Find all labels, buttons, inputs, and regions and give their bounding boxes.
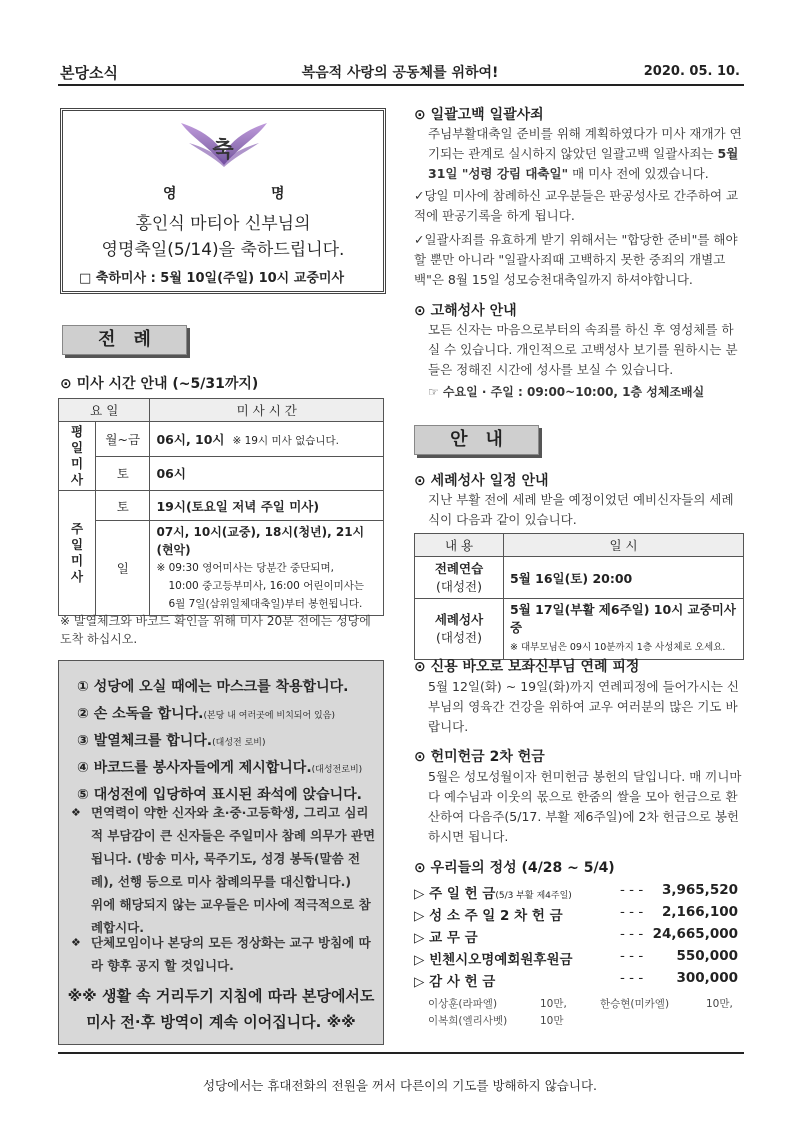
- general-confession-check-1: ✓당일 미사에 참례하신 교우분들은 판공성사로 간주하여 교적에 판공기록을 하게 됩니다.: [414, 188, 739, 223]
- donor-amount: 10만,: [540, 998, 567, 1010]
- page-motto: 복음적 사랑의 공동체를 위하여!: [301, 65, 499, 81]
- footer-divider: [58, 1052, 744, 1054]
- general-confession-check-2: ✓일괄사죄를 유효하게 받기 위해서는 "합당한 준비"를 해야 할 뿐만 아니라 "일괄사죄때 고백하지 못한 중죄의 개별고백"은 8월 15일 성모승천대축일까지 하셔야합니다.: [414, 232, 738, 287]
- rehearsal-label: 전례연습: [434, 560, 484, 576]
- mass-schedule-table: [58, 398, 384, 616]
- offering-amount: 24,665,000: [652, 926, 738, 942]
- weekday-days: 월~금: [96, 422, 150, 457]
- thanks-donor-1: [428, 996, 497, 1011]
- offering-row: [414, 904, 744, 924]
- guideline-2-note: (본당 내 여러곳에 비치되어 있음): [203, 711, 335, 721]
- offering-name: ▷ 성 소 주 일 2 차 헌 금: [414, 908, 563, 924]
- confession-title: ⊙ 고해성사 안내: [414, 303, 517, 319]
- baptism-col-datetime: 일 시: [504, 534, 744, 557]
- offering-name: ▷ 빈첸시오명예회원후원금: [414, 952, 573, 968]
- offering-dash: - - -: [620, 948, 644, 964]
- offering-name: ▷ 주 일 헌 금: [414, 886, 496, 902]
- offering-row: [414, 948, 744, 968]
- guideline-3-note: (대성전 로비): [212, 738, 266, 748]
- offering-row: [414, 926, 744, 946]
- notice-section-header: 안내: [414, 425, 539, 455]
- confession-time: ☞ 수요일 · 주일 : 09:00~10:00, 1층 성체조배실: [428, 385, 705, 399]
- weekday-times: 06시, 10시: [156, 431, 225, 447]
- donor-amount: 10만: [540, 1015, 564, 1027]
- weekday-sat: 토: [96, 456, 150, 491]
- confession-body: 모든 신자는 마음으로부터의 속죄를 하신 후 영성체를 하실 수 있습니다. 개인적으로 고백성사 보기를 원하시는 분들은 정해진 시간에 성사를 보실 수 있습니다.: [428, 322, 738, 377]
- guideline-4: ④ 바코드를 봉사자들에게 제시합니다.: [77, 760, 312, 776]
- final-notice-line-1: ※※ 생활 속 거리두기 지침에 따라 본당에서도: [67, 987, 375, 1005]
- guideline-3: ③ 발열체크를 합니다.: [77, 733, 213, 749]
- general-confession-body: [428, 124, 744, 184]
- weekday-note: ※ 19시 미사 없습니다.: [232, 434, 339, 447]
- final-notice-line-2: 미사 전·후 방역이 계속 이어집니다. ※※: [86, 1013, 356, 1031]
- participation-note: 위에 해당되지 않는 교우들은 미사에 적극적으로 참례합시다.: [91, 897, 371, 935]
- celebration-mass: □ 축하미사 : 5월 10일(주일) 10시 교중미사: [79, 271, 345, 286]
- group-meeting-note: 단체모임이나 본당의 모든 정상화는 교구 방침에 따라 향후 공지 할 것입니다.: [91, 935, 371, 973]
- baptism-place: (대성전): [436, 630, 482, 645]
- offering-dash: - - -: [620, 882, 644, 898]
- covid-guidelines-box: [58, 660, 384, 1045]
- header-divider: [58, 84, 744, 86]
- baptism-title: ⊙ 세례성사 일정 안내: [414, 473, 549, 489]
- retreat-body: 5월 12일(화) ~ 19일(화)까지 연례피정에 들어가시는 신부님의 영육간 건강을 위하여 교우 여러분의 많은 기도 바랍니다.: [428, 679, 739, 734]
- offering-amount: 550,000: [676, 948, 738, 964]
- footer-notice: 성당에서는 휴대전화의 전원을 꺼서 다른이의 기도를 방해하지 않습니다.: [202, 1078, 598, 1093]
- section-label: 본당소식: [60, 64, 118, 82]
- col-day: 요 일: [59, 399, 150, 422]
- celebration-line-2: 영명축일(5/14)을 축하드립니다.: [101, 240, 345, 260]
- offering-dash: - - -: [620, 970, 644, 986]
- baptism-table: [414, 533, 744, 660]
- guideline-4-note: (대성전로비): [311, 765, 363, 775]
- fever-check-note: ※ 발열체크와 바코드 확인을 위해 미사 20분 전에는 성당에 도착 하십시오.: [60, 614, 371, 646]
- donor-name: 한승현(미카엘): [600, 998, 670, 1010]
- guideline-1: ① 성당에 오실 때에는 마스크를 착용합니다.: [77, 679, 349, 695]
- offering-amount: 300,000: [676, 970, 738, 986]
- general-confession-title: ⊙ 일괄고백 일괄사죄: [414, 107, 544, 123]
- dispensation-note: 면역력이 약한 신자와 초·중·고등학생, 그리고 심리적 부담감이 큰 신자들은 주일미사 참례 의무가 관면됩니다. (방송 미사, 묵주기도, 성경 봉독(말씀 전례), 선행 등으로 미사 참례의무를 대신합니다.): [91, 805, 376, 889]
- donor-name: 이상훈(라파엘): [428, 998, 498, 1010]
- offering-amount: 2,166,100: [661, 904, 738, 920]
- offering-row: [414, 970, 744, 990]
- offering-name: ▷ 감 사 헌 금: [414, 974, 496, 990]
- general-confession-text-2: 매 미사 전에 있겠습니다.: [572, 166, 709, 181]
- diamond-bullet-icon: ❖: [71, 806, 81, 819]
- offering-amount: 3,965,520: [661, 882, 738, 898]
- celebration-line-1: 홍인식 마티아 신부님의: [135, 214, 311, 234]
- sunday-sat-time: 19시(토요일 저녁 주일 미사): [150, 491, 384, 521]
- sunday-note-1: ※ 09:30 영어미사는 당분간 중단되며,: [156, 562, 334, 574]
- baptism-col-content: 내 용: [415, 534, 504, 557]
- guideline-2: ② 손 소독을 합니다.: [77, 706, 204, 722]
- title-char-1: 영: [163, 186, 177, 202]
- baptism-label: 세례성사: [434, 612, 484, 627]
- general-confession-text: 주님부활대축일 준비를 위해 계획하였다가 미사 재개가 연기되는 관계로 실시하지 않았던 일괄고백 일괄사죄는: [428, 126, 742, 161]
- general-confession-date: 5월 31일 "성령 강림 대축일": [428, 146, 739, 181]
- donor-name: 이복희(엘리사벳): [428, 1015, 508, 1027]
- guideline-5: ⑤ 대성전에 입당하여 표시된 좌석에 앉습니다.: [77, 787, 362, 803]
- sunday-mass-label: 주일 미사: [59, 491, 96, 616]
- offering-dash: - - -: [620, 904, 644, 920]
- rice-offering-body: 5월은 성모성월이자 헌미헌금 봉헌의 달입니다. 매 끼니마다 예수님과 이웃의 몫으로 한줌의 쌀을 모아 헌금으로 환산하여 다음주(5/17. 부활 제6주일)에 2차 헌금으로 봉헌 하시면 됩니다.: [428, 769, 742, 844]
- mass-schedule-title: ⊙ 미사 시간 안내 (~5/31까지): [60, 376, 259, 392]
- weekday-sat-time: 06시: [150, 456, 384, 491]
- sunday-note-3: 6월 7일(삼위일체대축일)부터 봉헌됩니다.: [168, 598, 363, 610]
- offering-dash: - - -: [620, 926, 644, 942]
- donor-amount: 10만,: [706, 998, 733, 1010]
- liturgy-section-header: 전례: [62, 325, 187, 355]
- sunday-day: 일: [96, 521, 150, 616]
- retreat-title: ⊙ 신용 바오로 보좌신부님 연례 피정: [414, 659, 640, 675]
- rehearsal-place: (대성전): [436, 578, 482, 594]
- offerings-title: ⊙ 우리들의 정성 (4/28 ~ 5/4): [414, 860, 615, 876]
- baptism-body: 지난 부활 전에 세례 받을 예정이었던 예비신자들의 세례식이 다음과 같이 있습니다.: [428, 492, 734, 527]
- diamond-bullet-icon: ❖: [71, 936, 81, 949]
- feast-celebration-box: [60, 108, 386, 294]
- rehearsal-date: 5월 16일(토) 20:00: [504, 557, 744, 599]
- sunday-note-2: 10:00 중고등부미사, 16:00 어린이미사는: [168, 580, 365, 592]
- issue-date: 2020. 05. 10.: [643, 64, 740, 79]
- col-time: 미 사 시 간: [150, 399, 384, 422]
- weekday-mass-label: 평일 미사: [59, 422, 96, 491]
- rice-offering-title: ⊙ 헌미헌금 2차 헌금: [414, 749, 545, 765]
- baptism-note: ※ 대부모님은 09시 10분까지 1층 사성체로 오세요.: [510, 642, 726, 653]
- offering-note: (5/3 부활 제4주일): [495, 891, 572, 901]
- baptism-date: 5월 17일(부활 제6주일) 10시 교중미사 중: [510, 602, 736, 635]
- offering-name: ▷ 교 무 금: [414, 930, 478, 946]
- sunday-sat: 토: [96, 491, 150, 521]
- offering-row: [414, 882, 744, 902]
- title-char-2: 명: [271, 186, 285, 202]
- celebration-glyph: 축: [212, 138, 234, 163]
- sunday-times: 07시, 10시(교중), 18시(청년), 21시(현악): [156, 525, 365, 557]
